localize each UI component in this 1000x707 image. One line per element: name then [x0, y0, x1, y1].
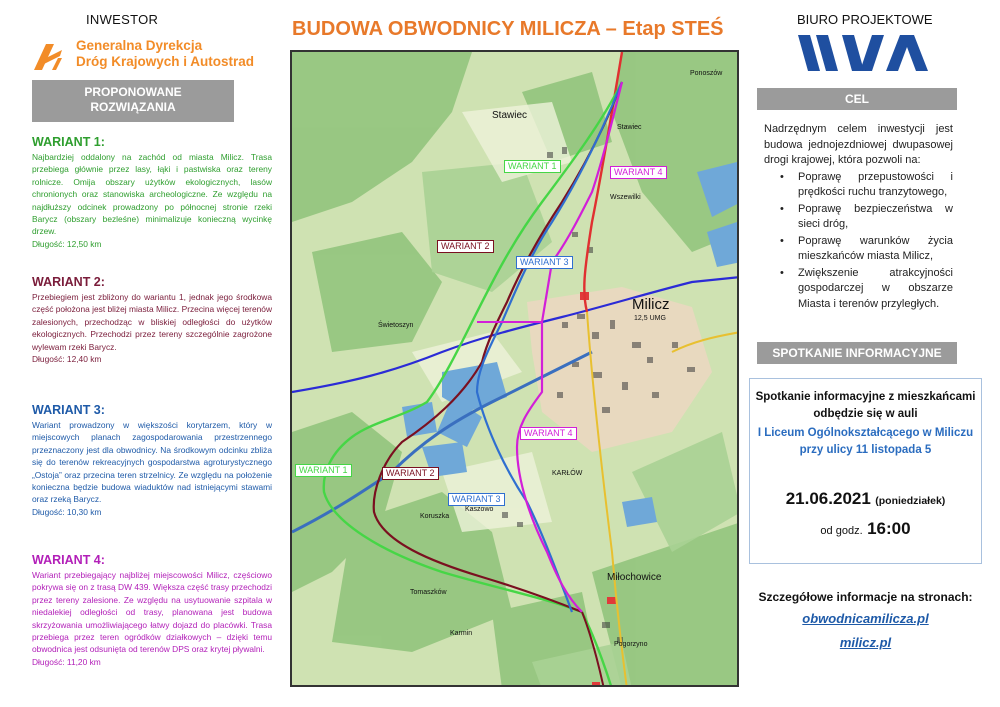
variant-4-length: Długość: 11,20 km [32, 656, 101, 667]
map-label-stawiec-small: Stawiec [617, 124, 642, 131]
proposed-solutions-line2: ROZWIĄZANIA [90, 100, 176, 114]
variant-3-title: WARIANT 3: [32, 403, 105, 417]
map-label-swietoszyn: Świetoszyn [378, 322, 414, 329]
variant-2-description: Przebiegiem jest zbliżony do wariantu 1, jednak jego środkowa część położona jest bliżej miasta Milicz. Przecina więcej terenów zalesionych, przechodząc w bliskiej odległości do użytków ekologicznych. Przechodzi przez tereny szczególnie zagrożone wylewam rzeki Barycz. [32, 292, 272, 352]
gddkia-name-line2: Dróg Krajowych i Autostrad [76, 54, 255, 69]
variant-1-title: WARIANT 1: [32, 135, 105, 149]
goal-intro: Nadrzędnym celem inwestycji jest budowa jednojezdniowej dwupasowej drogi krajowej, która pozwoli na: [764, 123, 953, 166]
meeting-box [749, 378, 982, 564]
meeting-header: SPOTKANIE INFORMACYJNE [757, 342, 957, 364]
variant-2-length: Długość: 12,40 km [32, 354, 102, 365]
meeting-day: (poniedziałek) [875, 495, 946, 507]
map-label-karlow: KARŁÓW [552, 470, 583, 477]
goal-section [764, 122, 953, 312]
gddkia-logo-block [32, 38, 272, 72]
link-milicz[interactable]: milicz.pl [839, 635, 892, 650]
map-label-tomaszkow: Tomaszków [410, 589, 447, 596]
variant-3-length: Długość: 10,30 km [32, 506, 102, 517]
map-label-wszewilki: Wszewilki [610, 194, 641, 201]
map-label-koruszka: Koruszka [420, 513, 450, 520]
goal-item-2: • Poprawę bezpieczeństwa w sieci dróg, [780, 202, 953, 233]
route-map [290, 50, 739, 687]
meeting-time-prefix: od godz. [820, 525, 863, 537]
variant-3-description: Wariant prowadzony w większości korytarzem, który w miejscowych planach zagospodarowania przestrzennego przeznaczony jest dla obwodnicy. Na środkowym odcinku zbliża się do terenów rekreacyjnych gospodarstwa agroturystycznego „Ostoja” oraz przecina teren strzelnicy. Ze względu na położenie konieczna będzie budowa wiaduktów nad istniejącymi stawami oraz rzeką Barycz. [32, 420, 272, 505]
meeting-date-row [750, 489, 981, 509]
variant-4-title: WARIANT 4: [32, 553, 105, 567]
proposed-solutions-header [32, 80, 234, 122]
map-label-karmin: Karmin [450, 630, 473, 637]
map-label-pogorzyno: Pogorzyno [614, 641, 648, 648]
link-obwodnicamilicza[interactable]: obwodnicamilicza.pl [802, 611, 929, 626]
goal-header: CEL [757, 88, 957, 110]
goal-item-3: • Poprawę warunków życia mieszkańców miasta Milicz, [780, 234, 953, 265]
investor-label: INWESTOR [86, 12, 159, 27]
map-variant-4-label-a: WARIANT 4 [610, 166, 667, 179]
map-label-milicz: Milicz [632, 296, 670, 313]
variant-4-description: Wariant przebiegający najbliżej miejscowości Milicz, częściowo pokrywa się on z trasą DW 439. Większa część trasy przechodzi przez tereny zalesione. Ze względu na usytuowanie szpitala w niedalekiej odległości od trasy, planowana jest budowa skrzyżowania umożliwiającego łatwy dojazd do placówki. Trasa przebiega przez teren ogródków działkowych – dzięki temu obwodnica jest odsunięta od terenów DPS oraz krytej pływalni. [32, 570, 272, 655]
proposed-solutions-line1: PROPONOWANE [84, 85, 182, 99]
design-office-logo [798, 33, 928, 73]
variant-4-section [32, 553, 272, 668]
variant-2-title: WARIANT 2: [32, 275, 105, 289]
more-info-label: Szczegółowe informacje na stronach: [758, 590, 973, 604]
map-variant-2-label-b: WARIANT 2 [382, 467, 439, 480]
goal-list [764, 170, 953, 313]
map-variant-4-label-b: WARIANT 4 [520, 427, 577, 440]
map-label-stawiec: Stawiec [492, 110, 528, 121]
map-variant-3-label-b: WARIANT 3 [448, 493, 505, 506]
map-label-milochowice: Miłochowice [607, 572, 662, 583]
variant-3-section [32, 403, 272, 518]
variant-1-description: Najbardziej oddalony na zachód od miasta Milicz. Trasa przebiega głównie przez lasy, łąki i pastwiska oraz tereny rolnicze. Omija obszary użytków ekologicznych, lasów chronionych oraz stanowiska archeologiczne. Ze względu na najdłuższy odcinek prowadzony po północnej stronie rzeki Barycz (obszary bezleśne) minimalizuje konieczną wycinkę drzew. [32, 152, 272, 237]
page-title: BUDOWA OBWODNICY MILICZA – Etap STEŚ [292, 18, 724, 40]
meeting-date: 21.06.2021 [785, 489, 871, 508]
meeting-invitation-text: Spotkanie informacyjne z mieszkańcami odbędzie się w auli [755, 391, 976, 420]
map-label-kaszowo: Kaszowo [465, 506, 494, 513]
variant-1-length: Długość: 12,50 km [32, 238, 102, 249]
gddkia-name-line1: Generalna Dyrekcja [76, 38, 203, 53]
map-variant-1-label-a: WARIANT 1 [504, 160, 561, 173]
gddkia-logo-icon [32, 40, 64, 72]
map-variant-3-label-a: WARIANT 3 [516, 256, 573, 269]
meeting-venue: I Liceum Ogólnokształcącego w Miliczu przy ulicy 11 listopada 5 [757, 427, 974, 456]
meeting-time: 16:00 [867, 519, 911, 538]
variant-1-section [32, 135, 272, 250]
meeting-time-row [750, 519, 981, 539]
map-variant-2-label-a: WARIANT 2 [437, 240, 494, 253]
design-office-label: BIURO PROJEKTOWE [797, 12, 933, 27]
map-label-ponoszow: Ponoszów [690, 70, 723, 77]
goal-item-1: • Poprawę przepustowości i prędkości ruchu tranzytowego, [780, 170, 953, 201]
map-label-milicz-umg: 12,5 UMG [634, 315, 666, 322]
goal-item-4: • Zwiększenie atrakcyjności gospodarczej w obszarze Miasta i terenów przyległych. [780, 266, 953, 313]
route-map-svg [292, 52, 739, 687]
map-variant-1-label-b: WARIANT 1 [295, 464, 352, 477]
variant-2-section [32, 275, 272, 365]
